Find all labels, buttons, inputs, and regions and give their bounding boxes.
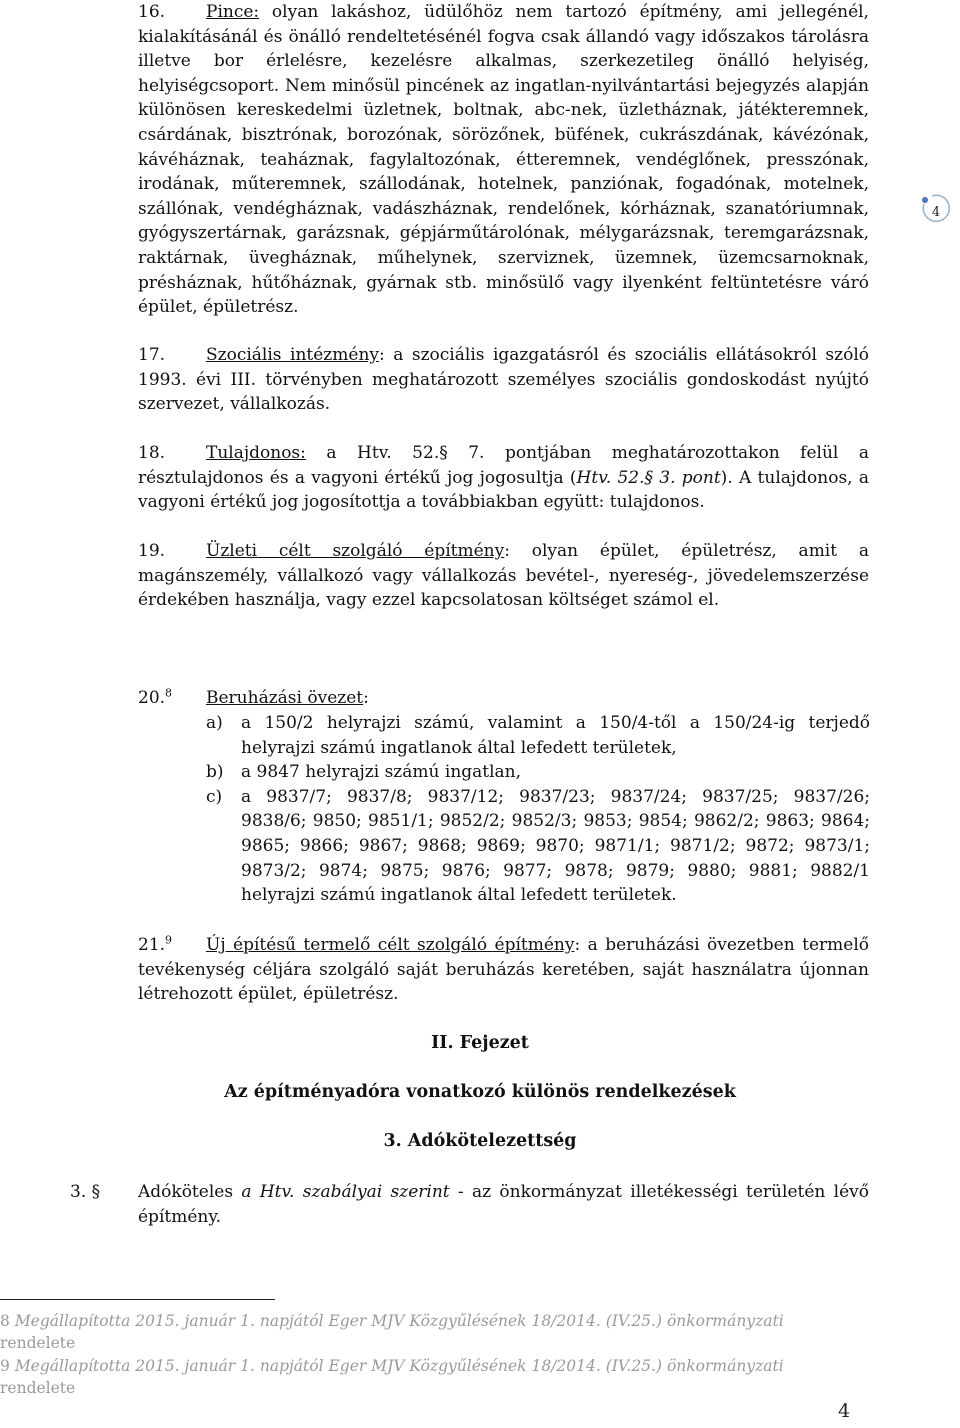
section-heading: 3. Adókötelezettség [383,1131,577,1151]
para-20-heading: Beruházási övezet: [206,688,369,708]
para-18-text-2: ). A tulajdonos, a vagyoni értékű jog jogosítottja a továbbiakban együtt: tulajdonos. [138,467,869,513]
para-20-list [206,711,870,908]
section-3-reference: a Htv. szabályai szerint [241,1182,450,1202]
para-20-number: 20.$^8$ [138,686,173,708]
para-16-term: Pince: [206,2,260,22]
page-number: 4 [838,1400,851,1422]
para-20-term: Beruházási övezet [206,688,364,708]
para-19 [138,539,869,613]
para-19-term: Üzleti célt szolgáló építmény [206,541,505,561]
para-17-number: 17. [138,345,166,365]
section-3-number: 3. § [70,1182,101,1202]
para-16-text-2: Nem minősül pincének az ingatlan-nyilvántartási bejegyzés alapján különösen kereskedelmi üzletnek, boltnak, abc-nek, üzletháznak, játékteremnek, csárdának, bisztrónak, borozónak, sörözőnek, büfének, cukrászdának, kávézónak, kávéháznak, teaháznak, fagylaltozónak, étteremnek, vendéglőnek, presszónak, irodának, műteremnek, szállodának, hotelnek, panziónak, fogadónak, motelnek, szállónak, vendégháznak, vadászháznak, rendelőnek, kórháznak, szanatóriumnak, gyógyszertárnak, garázsnak, gépjárműtárolónak, mélygarázsnak, teremgarázsnak, raktárnak, üvegháznak, műhelynek, szerviznek, üzemnek, üzemcsarnoknak, présháznak, hűtőháznak, gyárnak stb. minősülő vagy ilyenként feltüntetésre váró épület, épületrész. [138,75,869,318]
para-18-number: 18. [138,443,166,463]
para-18-reference: Htv. 52.§ 3. pont [576,467,721,488]
para-19-number: 19. [138,541,166,561]
para-17-text: : a szociális igazgatásról és szociális ellátásokról szóló 1993. évi III. törvényben meghatározott személyes szociális gondoskodást nyújtó szervezet, vállalkozás. [138,345,869,415]
para-16-number: 16. [138,2,166,22]
footnote-ref-8[interactable]: 8 [165,686,173,700]
margin-page-number: 4 [931,205,941,220]
page-number-badge-icon [920,190,952,240]
para-18-term: Tulajdonos: [206,443,306,463]
list-item: c) a 9837/7; 9837/8; 9837/12; 9837/23; 9837/24; 9837/25; 9837/26; 9838/6; 9850; 9851/1; 9852/2; 9852/3; 9853; 9854; 9862/2; 9863; 9864; 9865; 9866; 9867; 9868; 9869; 9870; 9871/1; 9871/2; 9872; 9873/1; 9873/2; 9874; 9875; 9876; 9877; 9878; 9879; 9880; 9881; 9882/1 helyrajzi számú ingatlanok által lefedett területek. [206,786,870,906]
footnote-9: 9 Megállapította 2015. január 1. napjától Eger MJV Közgyűlésének 18/2014. (IV.25.) önkormányzati rendelete [0,1357,784,1397]
para-18 [138,441,869,515]
list-item: b) a 9847 helyrajzi számú ingatlan, [206,762,522,783]
footnote-ref-9[interactable]: 9 [165,933,173,947]
para-21 [138,933,869,1007]
para-21-term: Új építésű termelő célt szolgáló építmény [206,935,575,955]
para-19-text: : olyan épület, épületrész, amit a magánszemély, vállalkozó vagy vállalkozás bevétel-, nyereség-, jövedelemszerzése érdekében használja, vagy ezzel kapcsolatosan költséget számol el. [138,541,869,611]
para-16-text-1: olyan lakáshoz, üdülőhöz nem tartozó építmény, ami jellegénél, kialakításánál és önálló rendeltetésénél fogva csak állandó vagy időszakos tárolásra illetve bor érlelésre, kezelésre alkalmas, szerkezetileg önálló helyiség, helyiségcsoport. [138,2,869,96]
chapter-title: Az építményadóra vonatkozó különös rendelkezések [224,1082,736,1102]
list-item: a) a 150/2 helyrajzi számú, valamint a 150/4-től a 150/24-ig terjedő helyrajzi számú ingatlanok által lefedett területek, [206,713,870,758]
chapter-heading: II. Fejezet [431,1033,529,1053]
footnote-separator [0,1299,275,1300]
para-21-text: : a beruházási övezetben termelő tevékenység céljára szolgáló saját beruházás keretében, saját használatra újonnan létrehozott épület, épületrész. [138,935,869,1005]
para-16 [138,0,869,320]
para-21-number: 21.$^9$ [138,933,173,955]
section-3-text: Adóköteles a Htv. szabályai szerint - az önkormányzat illetékességi területén lévő építmény. [138,1182,869,1227]
para-17-term: Szociális intézmény [206,345,379,365]
footnote-8: 8 Megállapította 2015. január 1. napjától Eger MJV Közgyűlésének 18/2014. (IV.25.) önkormányzati rendelete [0,1312,784,1352]
para-18-text-1: a Htv. 52.§ 7. pontjában meghatározottakon felül a résztulajdonos és a vagyoni értékű jog jogosultja ( [138,443,869,488]
para-17 [138,343,869,417]
